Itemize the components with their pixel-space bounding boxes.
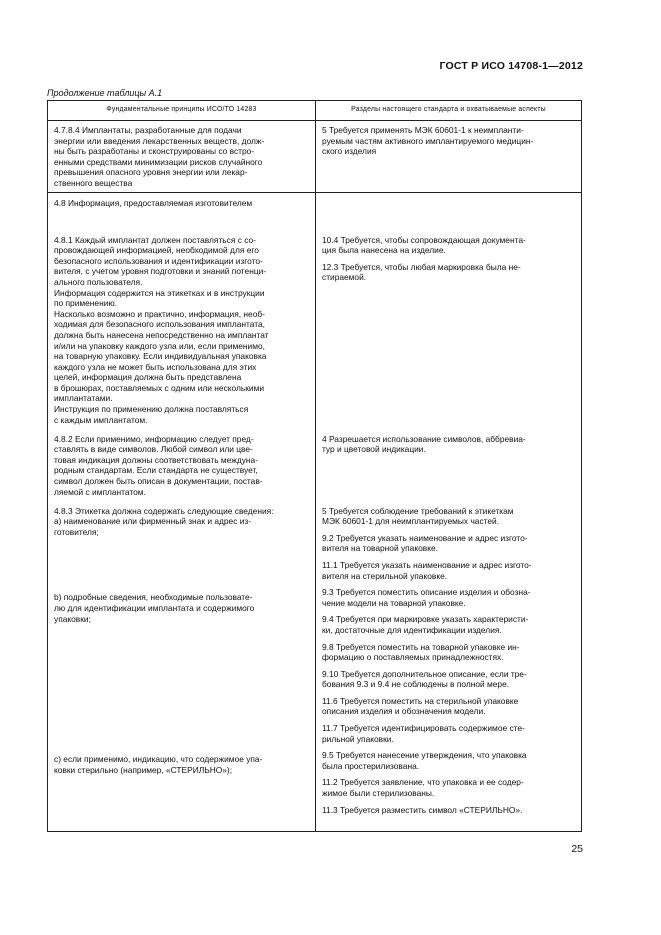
text-line: тур и цветовой индикации. <box>322 444 426 455</box>
clause-entry <box>322 777 576 798</box>
text-line: по применению. <box>54 298 118 309</box>
clause-entry <box>322 560 576 581</box>
clause-entry <box>322 723 576 744</box>
table-cell-right <box>316 121 582 193</box>
table-cell-left <box>48 121 316 193</box>
clause-entry <box>322 533 576 554</box>
text-line: на товарную упаковку. Если индивидуальная упаковка <box>54 351 267 362</box>
text-line: символ должен быть описан в документации, постав- <box>54 475 263 486</box>
text-line: превышения опасного уровня энергии или лекар- <box>54 167 248 178</box>
section-heading: 4.8 Информация, предоставляемая изготовителем <box>54 197 253 208</box>
text-line: ского изделия <box>322 146 377 157</box>
table-caption: Продолжение таблицы А.1 <box>47 88 163 98</box>
text-line: вителя, с учетом уровня подготовки и знаний потенци- <box>54 266 267 277</box>
text-line: b) подробные сведения, необходимые пользовате- <box>54 592 253 603</box>
text-line: родным стандартам. Если стандарта не существует, <box>54 465 258 476</box>
text-line: Насколько возможно и практично, информация, необ- <box>54 308 265 319</box>
text-line: упаковки; <box>54 613 91 624</box>
text-line: a) наименование или фирменный знак и адрес из- <box>54 516 252 527</box>
table-row <box>48 433 582 505</box>
text-line: ставлять в виде символов. Любой символ или цве- <box>54 444 253 455</box>
table-row <box>48 121 582 193</box>
text-line: с каждым имплантатом. <box>54 414 148 425</box>
text-line: 10.4 Требуется, чтобы сопровождающая документа- <box>322 234 526 245</box>
table-cell-left <box>48 233 316 433</box>
text-line: провождающей информацией, необходимой для его <box>54 245 259 256</box>
text-line: 4.8.1 Каждый имплантат должен поставляться с со- <box>54 234 256 245</box>
text-line: безопасного использования и идентификации изгото- <box>54 255 263 266</box>
text-line: жимое были стерилизованы. <box>322 788 435 799</box>
column-header-sections: Разделы настоящего стандарта и охватываемые аспекты <box>316 101 582 121</box>
text-line: была простерилизована. <box>322 760 420 771</box>
table-cell-left <box>48 433 316 505</box>
text-line: рильной упаковки. <box>322 733 394 744</box>
table-cell-left <box>48 192 316 233</box>
text-line: 9.5 Требуется нанесение утверждения, что упаковка <box>322 750 527 761</box>
text-line: каждого узла не может быть использована для этих <box>54 361 257 372</box>
text-line: 11.1 Требуется указать наименование и адрес изгото- <box>322 559 532 570</box>
clause-entry <box>322 642 576 663</box>
clause-entry <box>322 587 576 608</box>
table-cell-right <box>316 823 582 832</box>
text-line: ственного вещества <box>54 177 133 188</box>
table-row <box>48 505 582 823</box>
text-line: ция была нанесена на изделие. <box>322 245 446 256</box>
clause-entry <box>322 506 576 527</box>
text-line: 9.4 Требуется при маркировке указать характеристи- <box>322 614 529 625</box>
text-line: 5 Требуется соблюдение требований к этикеткам <box>322 505 514 516</box>
clause-entry <box>322 669 576 690</box>
text-line: ки, достаточные для идентификации изделия. <box>322 624 502 635</box>
table-row <box>48 192 582 233</box>
text-line: Инструкция по применению должна поставляться <box>54 404 249 415</box>
document-id: ГОСТ Р ИСО 14708-1—2012 <box>439 60 583 72</box>
text-line: 9.2 Требуется указать наименование и адрес изгото- <box>322 532 528 543</box>
text-line: формацию о поставляемых принадлежностях. <box>322 652 504 663</box>
text-line: 4.7.8.4 Имплантаты, разработанные для подачи <box>54 125 242 135</box>
text-line: 4.8.2 Если применимо, информацию следует пред- <box>54 433 254 444</box>
standards-table <box>47 100 582 832</box>
clause-entry <box>322 614 576 635</box>
text-line: 9.10 Требуется дополнительное описание, если тре- <box>322 668 527 679</box>
text-line: МЭК 60601-1 для неимплантируемых частей. <box>322 516 500 527</box>
text-line: стираемой. <box>322 272 367 283</box>
text-line: 4.8.3 Этикетка должна содержать следующие сведения: <box>54 505 274 516</box>
page-number: 25 <box>571 843 583 855</box>
text-line: энергии или введения лекарственных веществ, долж- <box>54 135 265 146</box>
table-bottom-row <box>48 823 582 832</box>
text-line: описания изделия и обозначения модели. <box>322 706 486 717</box>
text-line: чение модели на товарной упаковке. <box>322 597 466 608</box>
text-line: в брошюрах, поставляемых с одним или несколькими <box>54 382 265 393</box>
text-line: c) если применимо, индикацию, что содержимое упа- <box>54 754 263 765</box>
text-line: вителя на товарной упаковке. <box>322 543 438 554</box>
text-line: Информация содержится на этикетках и в инструкции <box>54 287 265 298</box>
table-cell-right <box>316 192 582 233</box>
text-line: готовителя; <box>54 526 99 537</box>
table-header-row <box>48 101 582 121</box>
text-line: 9.8 Требуется поместить на товарной упаковке ин- <box>322 641 520 652</box>
text-line: ны быть разработаны и сконструированы со встро- <box>54 146 255 157</box>
clause-entry <box>322 805 576 816</box>
table-cell-right <box>316 505 582 823</box>
text-line: 11.7 Требуется идентифицировать содержимое сте- <box>322 723 525 734</box>
table-cell-right <box>316 433 582 505</box>
text-line: должна быть нанесена непосредственно на имплантат <box>54 329 269 340</box>
table-cell-left <box>48 505 316 823</box>
text-line: и/или на упаковку каждого узла или, если применимо, <box>54 340 265 351</box>
text-line: енными средствами минимизации рисков случайного <box>54 156 263 167</box>
text-line: лю для идентификации имплантата и содержимого <box>54 602 255 613</box>
text-line: 11.6 Требуется поместить на стерильной упаковке <box>322 695 519 706</box>
text-line: имплантатами. <box>54 393 113 404</box>
clause-entry <box>322 235 576 256</box>
clause-entry <box>322 750 576 771</box>
column-header-principles: Фундаментальные принципы ИСО/ТО 14283 <box>48 101 316 121</box>
text-line: ковки стерильно (например, «СТЕРИЛЬНО»); <box>54 764 233 775</box>
text-line: ального пользователя. <box>54 276 143 287</box>
text-line: бования 9.3 и 9.4 не соблюдены в полной мере. <box>322 679 510 690</box>
table-row <box>48 233 582 433</box>
text-line: 9.3 Требуется поместить описание изделия и обозна- <box>322 587 531 598</box>
text-line: товая индикация должны соответствовать междуна- <box>54 454 258 465</box>
text-line: 12.3 Требуется, чтобы любая маркировка была не- <box>322 261 521 272</box>
text-line: 5 Требуется применять МЭК 60601-1 к неимпланти- <box>322 125 524 135</box>
text-line: ляемой с имплантатом. <box>54 486 146 497</box>
text-line: целей, информация должна быть представлена <box>54 372 242 383</box>
text-line: 11.3 Требуется разместить символ «СТЕРИЛЬНО». <box>322 804 523 815</box>
text-line: 4 Разрешается использование символов, аббревиа- <box>322 433 526 444</box>
clause-entry <box>322 262 576 283</box>
text-line: 11.2 Требуется заявление, что упаковка и ее содер- <box>322 777 524 788</box>
clause-entry <box>322 696 576 717</box>
text-line: вителя на стерильной упаковке. <box>322 570 448 581</box>
table-cell-right <box>316 233 582 433</box>
table-cell-left <box>48 823 316 832</box>
text-line: руемым частям активного имплантируемого медицин- <box>322 135 534 146</box>
text-line: ходимая для безопасного использования имплантата, <box>54 319 265 330</box>
